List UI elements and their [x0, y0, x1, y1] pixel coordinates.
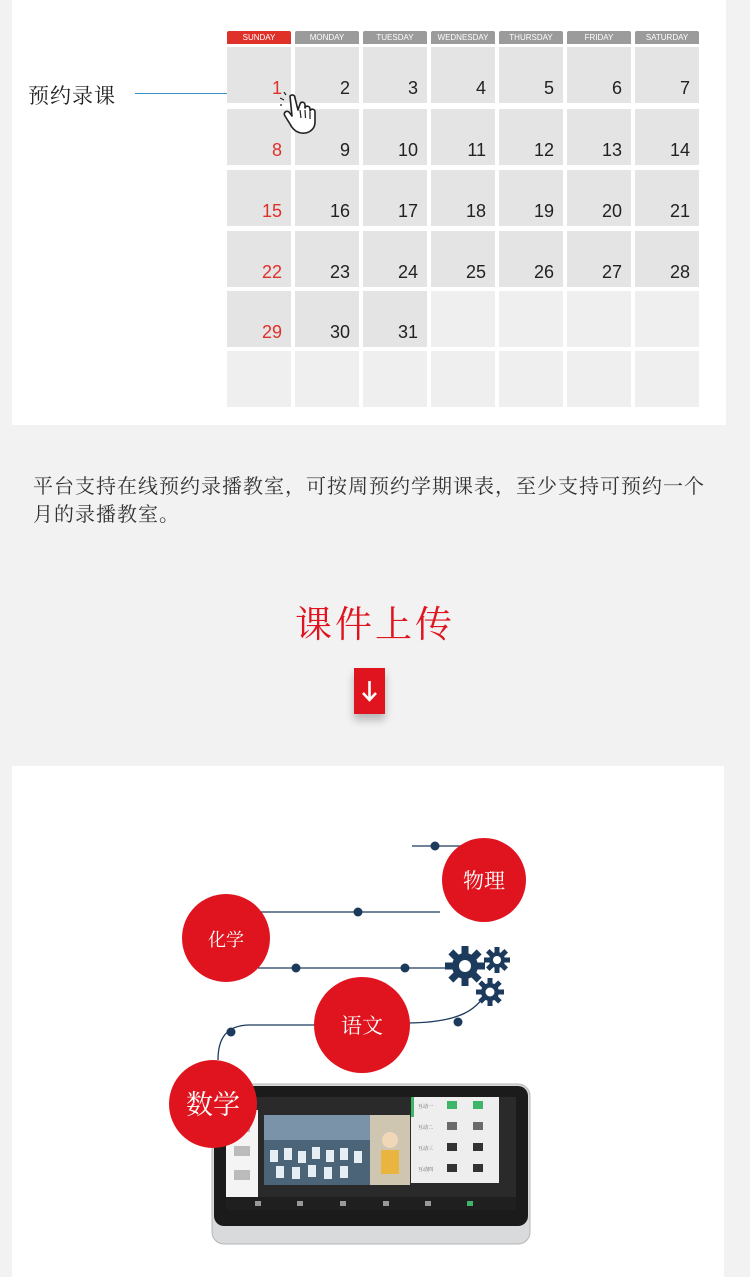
calendar-day-number: 19	[533, 201, 554, 221]
gears-icon	[445, 946, 510, 1006]
booking-description: 平台支持在线预约录播教室，可按周预约学期课表，至少支持可预约一个月的录播教室。	[33, 474, 705, 526]
calendar-day-number: 9	[339, 140, 350, 160]
svg-text:物理: 物理	[463, 869, 505, 893]
calendar-day-number: 5	[543, 78, 554, 98]
calendar-day-cell[interactable]	[295, 351, 359, 407]
calendar-day-cell[interactable]	[635, 351, 699, 407]
calendar-day-cell[interactable]	[431, 170, 495, 226]
calendar-day-number: 29	[261, 322, 282, 342]
hand-pointer-icon	[280, 92, 330, 136]
callout-label: 预约录课	[28, 84, 116, 108]
subject-chemistry	[182, 894, 270, 982]
calendar-day-cell[interactable]	[227, 231, 291, 287]
panel-item: 互动一	[418, 1104, 434, 1110]
subject-chinese	[314, 977, 410, 1073]
tablet-device	[212, 1084, 530, 1244]
calendar-day-cell[interactable]	[295, 231, 359, 287]
calendar-day-cell[interactable]	[499, 170, 563, 226]
weekday-header: SUNDAY	[227, 31, 291, 44]
calendar-day-cell[interactable]	[295, 170, 359, 226]
calendar-day-number: 22	[261, 262, 282, 282]
svg-text:数学: 数学	[186, 1090, 240, 1121]
panel-item: 互动二	[418, 1125, 434, 1131]
weekday-header: MONDAY	[295, 31, 359, 44]
calendar-day-cell[interactable]	[431, 109, 495, 165]
svg-text:语文: 语文	[341, 1014, 383, 1038]
calendar-day-number: 3	[407, 78, 418, 98]
weekday-header: THURSDAY	[499, 31, 563, 44]
svg-text:化学: 化学	[208, 930, 244, 951]
subject-physics	[442, 838, 526, 922]
calendar-day-number: 28	[669, 262, 690, 282]
calendar-day-number: 17	[397, 201, 418, 221]
calendar-day-number: 24	[397, 262, 418, 282]
subjects-illustration	[0, 766, 750, 1277]
weekday-header: FRIDAY	[567, 31, 631, 44]
calendar-day-cell[interactable]	[363, 351, 427, 407]
calendar-day-number: 4	[475, 78, 486, 98]
calendar-day-number: 16	[329, 201, 350, 221]
calendar-day-cell[interactable]	[431, 291, 495, 347]
calendar-day-cell[interactable]	[431, 47, 495, 103]
calendar-day-number: 23	[329, 262, 350, 282]
weekday-header: SATURDAY	[635, 31, 699, 44]
calendar-day-cell[interactable]	[363, 47, 427, 103]
weekday-header: TUESDAY	[363, 31, 427, 44]
calendar-day-number: 14	[669, 140, 690, 160]
calendar-day-cell[interactable]	[635, 231, 699, 287]
calendar-day-number: 20	[601, 201, 622, 221]
calendar-day-number: 7	[679, 78, 690, 98]
calendar-day-number: 15	[261, 201, 282, 221]
calendar-day-cell[interactable]	[567, 170, 631, 226]
calendar-day-cell[interactable]	[499, 47, 563, 103]
calendar-day-cell[interactable]	[227, 170, 291, 226]
calendar-day-number: 11	[467, 140, 486, 160]
calendar-day-cell[interactable]	[567, 231, 631, 287]
calendar-day-cell[interactable]	[227, 351, 291, 407]
calendar-day-number: 26	[533, 262, 554, 282]
calendar-day-cell[interactable]	[499, 291, 563, 347]
calendar-day-cell[interactable]	[567, 291, 631, 347]
calendar-day-cell[interactable]	[363, 231, 427, 287]
calendar-day-number: 18	[465, 201, 486, 221]
calendar-day-cell[interactable]	[567, 109, 631, 165]
calendar-day-number: 6	[611, 78, 622, 98]
calendar-day-cell[interactable]	[635, 291, 699, 347]
calendar-day-number: 31	[397, 322, 418, 342]
panel-item: 互动四	[418, 1167, 434, 1173]
calendar-day-number: 21	[669, 201, 690, 221]
panel-item: 互动三	[418, 1146, 434, 1152]
calendar-day-cell[interactable]	[635, 170, 699, 226]
calendar-day-number: 12	[533, 140, 554, 160]
calendar-day-cell[interactable]	[635, 47, 699, 103]
calendar-day-number: 2	[339, 78, 350, 98]
calendar-day-cell[interactable]	[295, 291, 359, 347]
calendar-day-cell[interactable]	[499, 351, 563, 407]
weekday-header: WEDNESDAY	[431, 31, 495, 44]
arrow-down-icon	[354, 668, 385, 714]
calendar-day-number: 25	[465, 262, 486, 282]
calendar-day-cell[interactable]	[363, 170, 427, 226]
calendar-day-cell[interactable]	[499, 109, 563, 165]
calendar-day-cell[interactable]	[431, 231, 495, 287]
calendar-day-number: 30	[329, 322, 350, 342]
calendar-day-cell[interactable]	[499, 231, 563, 287]
calendar-day-cell[interactable]	[567, 47, 631, 103]
calendar-day-cell[interactable]	[227, 291, 291, 347]
subject-math	[169, 1060, 257, 1148]
calendar-day-number: 8	[271, 140, 282, 160]
calendar-day-number: 1	[271, 78, 282, 98]
calendar-day-cell[interactable]	[431, 351, 495, 407]
calendar-day-cell[interactable]	[635, 109, 699, 165]
section-title: 课件上传	[295, 603, 455, 646]
calendar-day-number: 10	[397, 140, 418, 160]
calendar-day-number: 27	[601, 262, 622, 282]
calendar-day-cell[interactable]	[363, 109, 427, 165]
calendar-day-number: 13	[601, 140, 622, 160]
calendar-day-cell[interactable]	[363, 291, 427, 347]
calendar-day-cell[interactable]	[567, 351, 631, 407]
